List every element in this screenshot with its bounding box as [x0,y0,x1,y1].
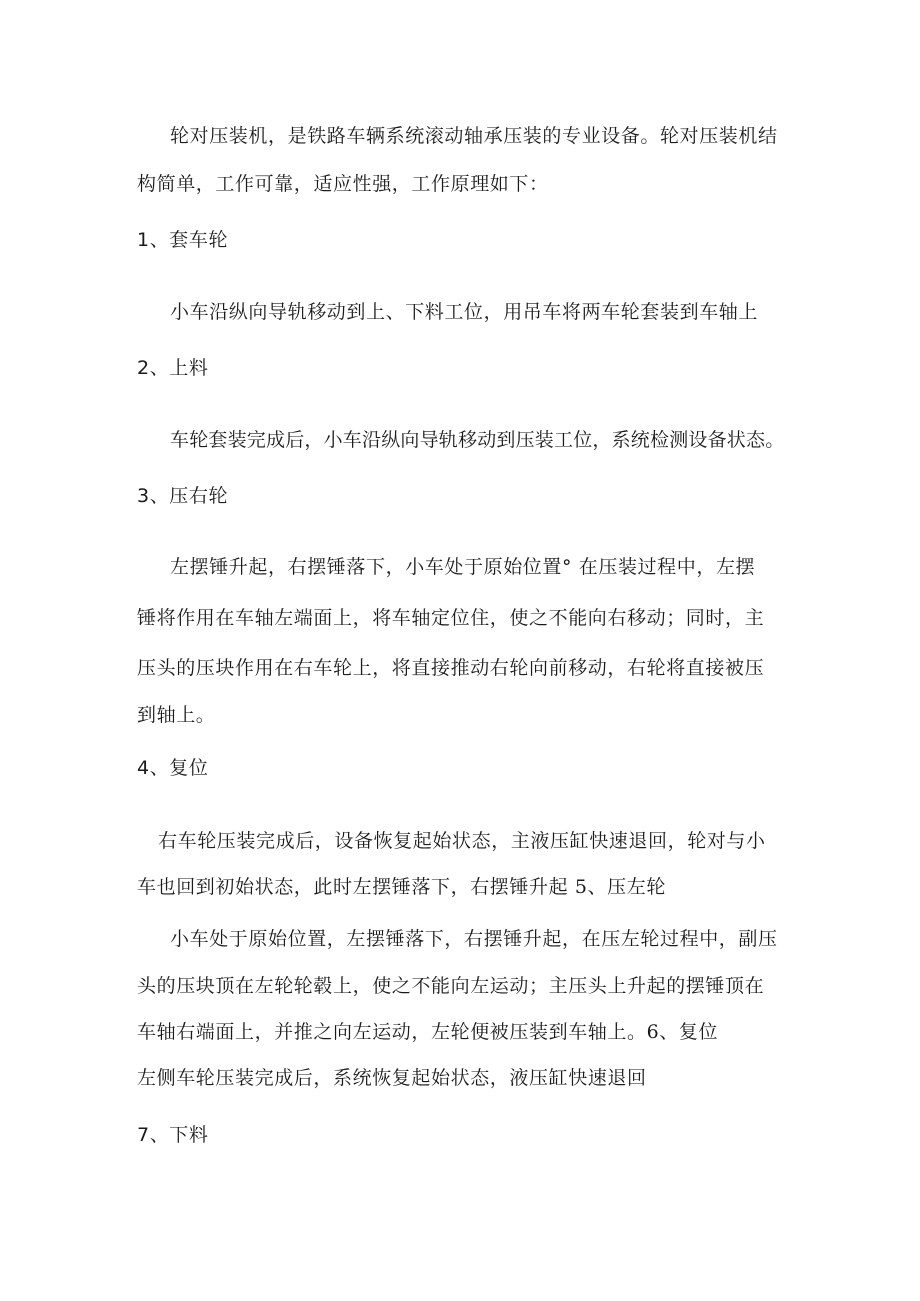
step-1-heading: 1、套车轮 [137,229,229,251]
intro-line-2: 构简单，工作可靠，适应性强，工作原理如下： [137,173,549,195]
step-3-body-line-1: 左摆锤升起，右摆锤落下，小车处于原始位置° 在压装过程中，左摆 [170,556,756,578]
step-3-body-line-2: 锤将作用在车轴左端面上，将车轴定位住，使之不能向右移动；同时，主 [137,607,765,629]
intro-line-1: 轮对压装机，是铁路车辆系统滚动轴承压装的专业设备。轮对压装机结 [170,125,778,147]
step-3-body-line-4: 到轴上。 [137,704,216,726]
step-4-body-line-1: 右车轮压装完成后，设备恢复起始状态，主液压缸快速退回，轮对与小 [158,830,766,852]
step-5-body-line-1: 小车处于原始位置，左摆锤落下，右摆锤升起，在压左轮过程中，副压 [170,928,778,950]
step-2-body-line-1: 车轮套装完成后，小车沿纵向导轨移动到压装工位，系统检测设备状态。 [170,429,785,451]
step-5-body-line-2: 头的压块顶在左轮轮毂上，使之不能向左运动；主压头上升起的摆锤顶在 [137,975,765,997]
step-2-heading: 2、上料 [137,357,209,379]
step-3-body-line-3: 压头的压块作用在右车轮上，将直接推动右轮向前移动，右轮将直接被压 [137,657,765,679]
step-7-heading: 7、下料 [137,1124,209,1146]
step-3-heading: 3、压右轮 [137,485,229,507]
step-4-heading: 4、复位 [137,757,209,779]
step-5-body-line-3: 车轴右端面上，并推之向左运动，左轮便被压装到车轴上。6、复位 [137,1021,719,1043]
step-4-body-line-2: 车也回到初始状态，此时左摆锤落下，右摆锤升起 5、压左轮 [137,876,666,898]
step-6-body-line-1: 左侧车轮压装完成后，系统恢复起始状态，液压缸快速退回 [137,1067,647,1089]
step-1-body-line-1: 小车沿纵向导轨移动到上、下料工位，用吊车将两车轮套装到车轴上 [170,301,759,323]
